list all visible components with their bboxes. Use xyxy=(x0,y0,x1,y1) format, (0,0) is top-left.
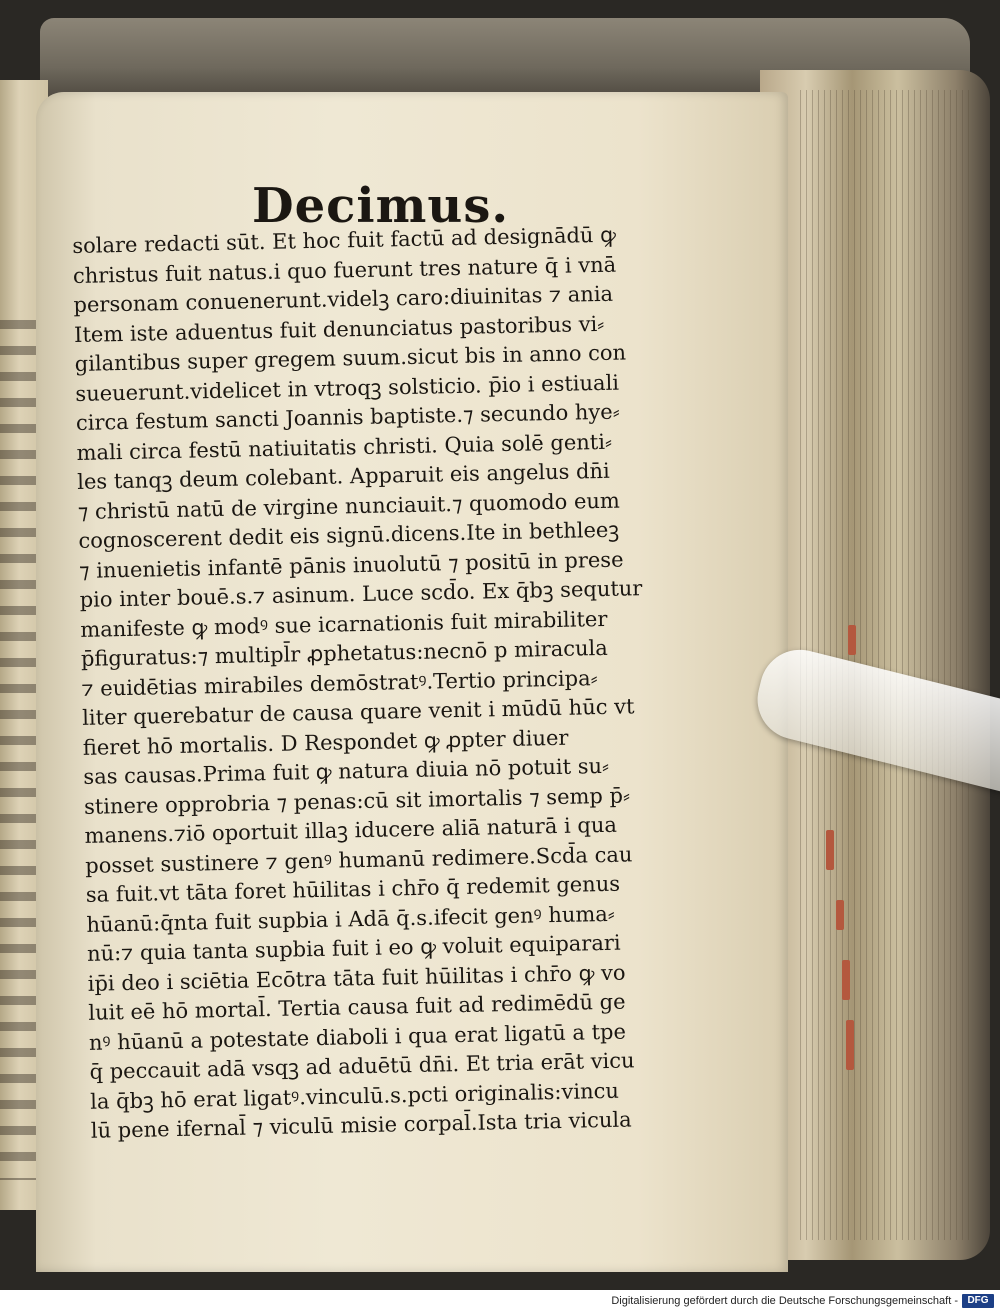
text-line: ⁊ euidētias mirabiles demōstratꝰ.Tertio principa⸗ xyxy=(81,665,598,701)
text-line: nū:⁊ quia tanta supbia fuit i eo ꝙ voluit equiparari xyxy=(86,930,621,966)
text-line: Item iste aduentus fuit denunciatus pastoribus vi⸗ xyxy=(73,311,605,347)
text-line: q̄ peccauit adā vsqꝫ ad aduētū dn̄i. Et tria erāt vicu xyxy=(89,1048,635,1084)
text-line: mali circa festū natiuitatis christi. Quia solē genti⸗ xyxy=(76,429,613,465)
text-line: gilantibus super gregem suum.sicut bis in anno con xyxy=(74,340,627,376)
text-line: personam conuenerunt.videlꝫ caro:diuinitas ⁊ ania xyxy=(73,281,614,317)
page-tab-marker xyxy=(846,1020,854,1070)
text-line: ⁊ inuenietis infantē pānis inuolutū ⁊ positū in prese xyxy=(78,547,624,583)
text-line: sas causas.Prima fuit ꝙ natura diuia nō potuit su⸗ xyxy=(83,753,610,789)
text-line: ⁊ christū natū de virgine nunciauit.⁊ quomodo eum xyxy=(77,488,621,524)
page-tab-marker xyxy=(836,900,844,930)
text-line: lū pene ifernal̄ ⁊ viculū misie corpal̄.Ista tria vicula xyxy=(90,1107,632,1143)
text-line: hūanū:q̄nta fuit supbia i Adā q̄.s.ifecit genꝰ huma⸗ xyxy=(86,901,616,937)
text-line: christus fuit natus.i quo fuerunt tres nature q̄ i vnā xyxy=(72,252,617,288)
page-tab-marker xyxy=(842,960,850,1000)
text-line: les tanqꝫ deum colebant. Apparuit eis angelus dn̄i xyxy=(76,458,610,494)
dfg-logo: DFG xyxy=(962,1294,994,1308)
text-line: sa fuit.vt tāta foret hūilitas i chr̄o q̄ redemit genus xyxy=(85,871,621,907)
text-line: stinere opprobria ⁊ penas:cū sit imortalis ⁊ semp p̄⸗ xyxy=(83,782,631,819)
text-line: solare redacti sūt. Et hoc fuit factū ad designādū ꝙ xyxy=(72,222,617,258)
text-line: sueuerunt.videlicet in vtroqꝫ solsticio. p̄io i estiuali xyxy=(75,370,620,406)
text-line: fieret hō mortalis. D Respondet ꝙ ꝓpter diuer xyxy=(82,725,569,760)
text-line: manens.⁊iō oportuit illaꝫ iducere aliā naturā i qua xyxy=(84,812,618,848)
text-line: la q̄bꝫ hō erat ligatꝰ.vinculū.s.pcti originalis:vincu xyxy=(89,1078,620,1114)
text-line: ip̄i deo i sciētia Ecōtra tāta fuit hūilitas i chr̄o ꝙ vo xyxy=(87,960,626,996)
page-tab-marker xyxy=(826,830,834,870)
page-heading: Decimus. xyxy=(252,178,510,234)
text-line: pio inter bouē.s.⁊ asinum. Luce scd̄o. Ex q̄bꝫ sequtur xyxy=(79,576,643,612)
page-text-block xyxy=(72,220,651,1146)
text-line: cognoscerent dedit eis signū.dicens.Ite in bethleeꝫ xyxy=(78,517,620,553)
funding-credit: Digitalisierung gefördert durch die Deutsche Forschungsgemeinschaft - xyxy=(611,1295,958,1307)
text-line: luit eē hō mortal̄. Tertia causa fuit ad redimēdū ge xyxy=(88,989,626,1025)
text-line: manifeste ꝙ modꝰ sue icarnationis fuit mirabiliter xyxy=(80,606,608,642)
text-line: liter querebatur de causa quare venit i mūdū hūc vt xyxy=(81,694,635,730)
text-line: p̄figuratus:⁊ multipl̄r ꝓphetatus:necnō p miracula xyxy=(80,635,609,671)
text-line: posset sustinere ⁊ genꝰ humanū redimere.Scd̄a cau xyxy=(85,841,633,878)
page-tab-marker xyxy=(848,625,856,655)
text-line: circa festum sancti Joannis baptiste.⁊ secundo hye⸗ xyxy=(75,399,620,435)
text-line: nꝰ hūanū a potestate diaboli i qua erat ligatū a tpe xyxy=(88,1019,627,1055)
